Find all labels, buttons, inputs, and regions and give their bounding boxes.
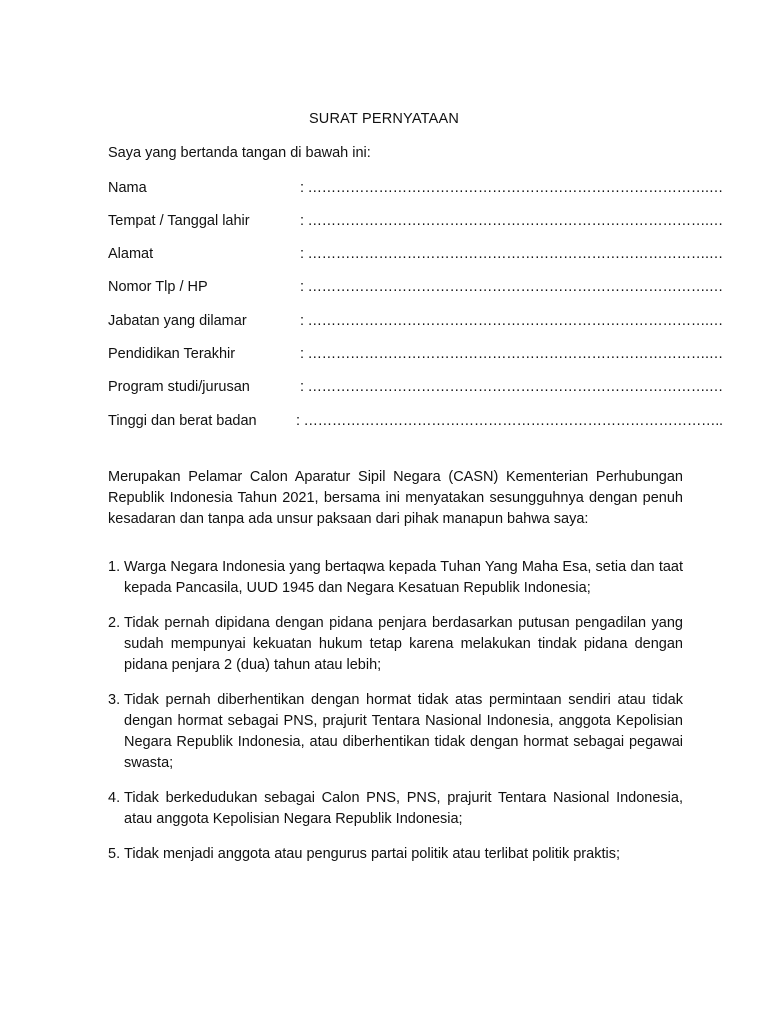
- statement-list: [108, 557, 683, 879]
- list-item: [108, 557, 683, 599]
- field-blank: : ………………………………………………………………………….…: [300, 246, 723, 262]
- field-label: Pendidikan Terakhir: [108, 346, 236, 362]
- field-blank: : ………………………………………………………………………….…: [300, 379, 723, 395]
- list-number: 3.: [108, 692, 121, 708]
- field-pendidikan: [108, 346, 723, 366]
- statement-paragraph: Merupakan Pelamar Calon Aparatur Sipil Negara (CASN) Kementerian Perhubungan Republik Indonesia Tahun 2021, bersama ini menyatakan sesungguhnya dengan penuh kesadaran dan tanpa ada unsur paksaan dari pihak manapun bahwa saya:: [108, 469, 683, 527]
- list-number: 2.: [108, 615, 121, 631]
- field-label: Nama: [108, 180, 147, 196]
- intro-text: Saya yang bertanda tangan di bawah ini:: [108, 145, 371, 161]
- field-jabatan: [108, 313, 723, 333]
- field-program-studi: [108, 379, 723, 399]
- list-number: 1.: [108, 559, 121, 575]
- field-nomor-tlp: [108, 279, 723, 299]
- field-blank: : ………………………………………………………………………….…: [300, 279, 723, 295]
- list-text: Tidak pernah dipidana dengan pidana penjara berdasarkan putusan pengadilan yang sudah mempunyai kekuatan hukum tetap karena melakukan tindak pidana dengan pidana penjara 2 (dua) tahun atau lebih;: [124, 615, 683, 673]
- field-blank: : ………………………………………………………………………….…: [300, 213, 723, 229]
- field-alamat: [108, 246, 723, 266]
- field-blank: : ………………………………………………………………………….…: [300, 180, 723, 196]
- field-tempat-tanggal-lahir: [108, 213, 723, 233]
- list-text: Warga Negara Indonesia yang bertaqwa kepada Tuhan Yang Maha Esa, setia dan taat kepada Pancasila, UUD 1945 dan Negara Kesatuan Republik Indonesia;: [124, 559, 683, 596]
- list-text: Tidak berkedudukan sebagai Calon PNS, PNS, prajurit Tentara Nasional Indonesia, atau anggota Kepolisian Negara Republik Indonesia;: [124, 790, 683, 827]
- field-label: Tinggi dan berat badan: [108, 413, 257, 429]
- field-tinggi-berat: [108, 413, 723, 433]
- field-label: Jabatan yang dilamar: [108, 313, 247, 329]
- list-number: 4.: [108, 790, 121, 806]
- field-blank: : ………………………………………………………………………….…: [300, 313, 723, 329]
- list-item: [108, 613, 683, 676]
- list-text: Tidak pernah diberhentikan dengan hormat tidak atas permintaan sendiri atau tidak dengan hormat sebagai PNS, prajurit Tentara Nasional Indonesia, anggota Kepolisian Negara Republik Indonesia, atau diberhentikan tidak dengan hormat sebagai pegawai swasta;: [124, 692, 683, 771]
- list-item: [108, 788, 683, 830]
- field-label: Nomor Tlp / HP: [108, 279, 208, 295]
- field-blank: : ……………………………………………………………………………..: [296, 413, 723, 429]
- field-blank: : ………………………………………………………………………….…: [300, 346, 723, 362]
- list-number: 5.: [108, 846, 121, 862]
- field-nama: [108, 180, 723, 200]
- list-item: [108, 690, 683, 774]
- field-label: Tempat / Tanggal lahir: [108, 213, 250, 229]
- list-item: [108, 844, 683, 865]
- field-label: Program studi/jurusan: [108, 379, 250, 395]
- list-text: Tidak menjadi anggota atau pengurus partai politik atau terlibat politik praktis;: [124, 846, 620, 862]
- document-title: SURAT PERNYATAAN: [308, 111, 460, 127]
- field-label: Alamat: [108, 246, 154, 262]
